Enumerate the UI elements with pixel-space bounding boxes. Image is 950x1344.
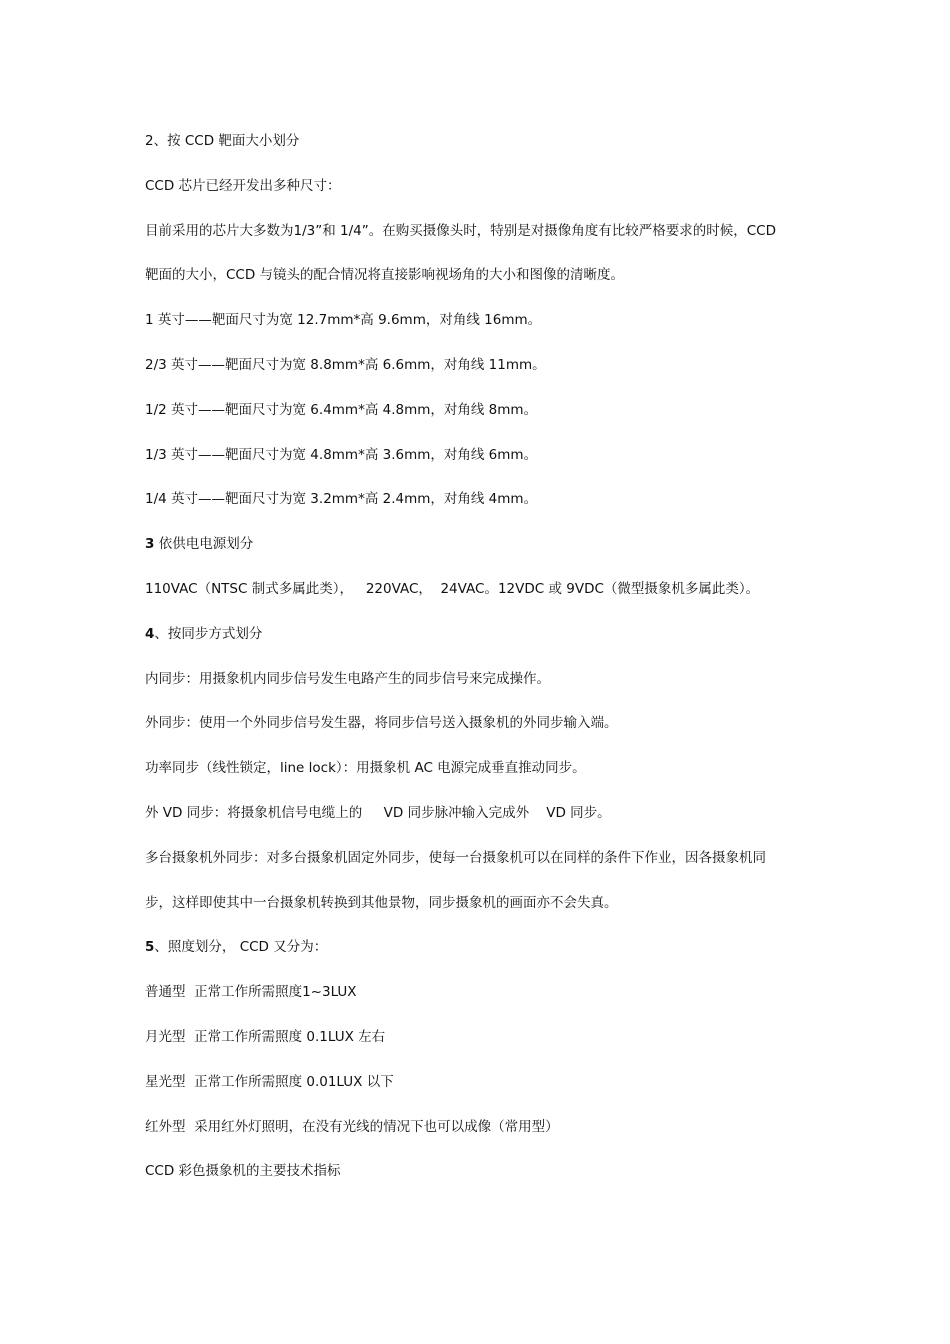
paragraph-line: 功率同步（线性锁定，line lock）：用摄象机 AC 电源完成垂直推动同步。 bbox=[145, 760, 586, 777]
spec-line: 1 英寸——靶面尺寸为宽 12.7mm*高 9.6mm，对角线 16mm。 bbox=[145, 312, 542, 329]
paragraph-line: 步，这样即使其中一台摄象机转换到其他景物，同步摄象机的画面亦不会失真。 bbox=[145, 894, 618, 911]
document-body bbox=[145, 129, 825, 1204]
paragraph-line: 多台摄象机外同步：对多台摄象机固定外同步，使每一台摄象机可以在同样的条件下作业，因各摄象机同 bbox=[145, 849, 766, 866]
paragraph-line: 靶面的大小，CCD 与镜头的配合情况将直接影响视场角的大小和图像的清晰度。 bbox=[145, 267, 625, 284]
spec-line: 1/4 英寸——靶面尺寸为宽 3.2mm*高 2.4mm，对角线 4mm。 bbox=[145, 491, 538, 508]
paragraph-line: 目前采用的芯片大多数为1/3”和 1/4”。在购买摄像头时，特别是对摄像角度有比较严格要求的时候，CCD bbox=[145, 222, 776, 239]
spec-line: 月光型 正常工作所需照度 0.1LUX 左右 bbox=[145, 1028, 386, 1045]
paragraph-line: 110VAC（NTSC 制式多属此类）， 220VAC， 24VAC。12VDC 或 9VDC（微型摄象机多属此类）。 bbox=[145, 580, 760, 597]
paragraph-line: 内同步：用摄象机内同步信号发生电路产生的同步信号来完成操作。 bbox=[145, 670, 550, 687]
paragraph-line: 外同步：使用一个外同步信号发生器，将同步信号送入摄象机的外同步输入端。 bbox=[145, 715, 618, 732]
section-title: 、按同步方式划分 bbox=[154, 625, 263, 642]
section-title: 、照度划分， CCD 又分为： bbox=[154, 939, 328, 956]
spec-line: 红外型 采用红外灯照明，在没有光线的情况下也可以成像（常用型） bbox=[145, 1118, 559, 1135]
section-heading-power-supply bbox=[145, 532, 825, 577]
section-number: 4 bbox=[145, 625, 155, 642]
paragraph-line: CCD 芯片已经开发出多种尺寸： bbox=[145, 177, 341, 194]
section-heading-illumination bbox=[145, 935, 825, 980]
spec-line: 1/2 英寸——靶面尺寸为宽 6.4mm*高 4.8mm，对角线 8mm。 bbox=[145, 401, 538, 418]
section-number: 3 bbox=[145, 536, 155, 553]
section-number: 5 bbox=[145, 939, 155, 956]
section-title: 依供电电源划分 bbox=[154, 536, 254, 553]
spec-line: 1/3 英寸——靶面尺寸为宽 4.8mm*高 3.6mm，对角线 6mm。 bbox=[145, 446, 538, 463]
paragraph-line: 外 VD 同步：将摄象机信号电缆上的 VD 同步脉冲输入完成外 VD 同步。 bbox=[145, 804, 611, 821]
section-heading-color-camera-specs: CCD 彩色摄象机的主要技术指标 bbox=[145, 1163, 341, 1180]
spec-line: 2/3 英寸——靶面尺寸为宽 8.8mm*高 6.6mm，对角线 11mm。 bbox=[145, 356, 546, 373]
section-heading-ccd-size: 2、按 CCD 靶面大小划分 bbox=[145, 133, 300, 149]
spec-line: 普通型 正常工作所需照度1~3LUX bbox=[145, 984, 357, 1001]
section-heading-sync bbox=[145, 622, 825, 667]
spec-line: 星光型 正常工作所需照度 0.01LUX 以下 bbox=[145, 1073, 394, 1090]
